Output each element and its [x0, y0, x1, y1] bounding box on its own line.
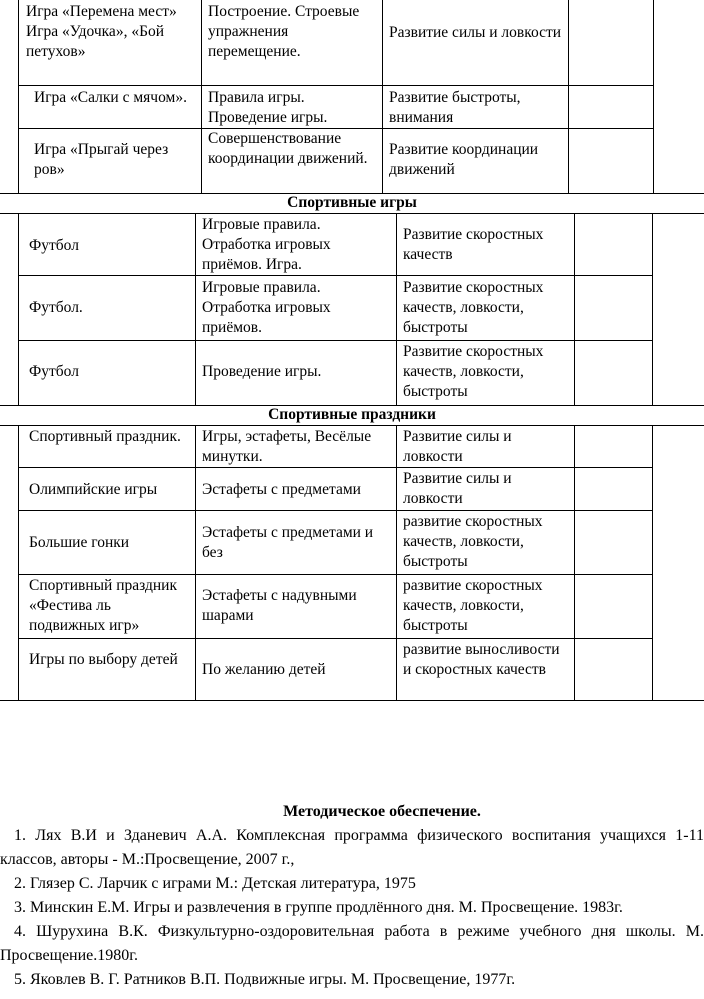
table-border — [396, 213, 397, 405]
table-cell-name: Игра «Прыгай через ров» — [34, 141, 169, 178]
table-border — [568, 0, 569, 193]
table-border — [201, 0, 202, 193]
table-cell-name: Олимпийские игры — [29, 481, 158, 498]
table-cell-goal: Развитие силы и ловкости — [403, 470, 512, 507]
reference-item: 2. Глязер С. Ларчик с играми М.: Детская литература, 1975 — [14, 875, 416, 892]
table-border — [18, 467, 653, 468]
table-border — [18, 574, 653, 575]
section-heading-sport-holidays: Спортивные праздники — [268, 406, 436, 423]
table-cell-name: Большие гонки — [29, 534, 130, 551]
table-border — [18, 213, 19, 405]
table-cell-goal: Развитие силы и ловкости — [403, 428, 512, 465]
reference-item: 3. Минскин Е.М. Игры и развлечения в группе продлённого дня. М. Просвещение. 1983г. — [14, 899, 623, 916]
section-heading-sport-games: Спортивные игры — [287, 194, 417, 211]
table-cell-name: Игра «Перемена мест» Игра «Удочка», «Бой петухов» — [26, 3, 177, 60]
table-cell-content: Совершенствование координации движений. — [208, 130, 368, 167]
table-cell-goal: Развитие скоростных качеств, ловкости, быстроты — [403, 343, 544, 400]
table-cell-content: Игровые правила. Отработка игровых приёмов. Игра. — [202, 216, 331, 273]
table-cell-name: Игра «Салки с мячом». — [34, 89, 187, 106]
table-border — [652, 213, 653, 405]
table-border — [18, 0, 19, 193]
table-border — [382, 0, 383, 193]
table-cell-name: Игры по выбору детей — [29, 651, 178, 668]
table-cell-content: Эстафеты с предметами и без — [202, 524, 374, 561]
table-cell-content: По желанию детей — [202, 661, 326, 678]
table-border — [18, 275, 653, 276]
table-cell-content: Игровые правила. Отработка игровых приёмов. — [202, 279, 331, 336]
table-border — [18, 638, 653, 639]
table-border — [195, 213, 196, 405]
table-cell-content: Игры, эстафеты, Весёлые минутки. — [202, 428, 372, 465]
table-cell-goal: Развитие быстроты, внимания — [389, 89, 521, 126]
table-border — [574, 213, 575, 405]
table-cell-content: Проведение игры. — [202, 363, 322, 380]
table-cell-name: Футбол. — [29, 299, 83, 316]
table-cell-goal: Развитие координации движений — [389, 141, 539, 178]
table-border — [18, 340, 653, 341]
table-cell-goal: Развитие силы и ловкости — [389, 24, 562, 41]
table-cell-content: Построение. Строевые упражнения перемещение. — [208, 3, 360, 60]
table-cell-goal: Развитие скоростных качеств, ловкости, быстроты — [403, 279, 544, 336]
table-cell-goal: развитие скоростных качеств, ловкости, быстроты — [403, 577, 543, 634]
table-cell-goal: развитие скоростных качеств, ловкости, быстроты — [403, 513, 543, 570]
table-border — [0, 425, 704, 426]
table-cell-goal: развитие выносливости и скоростных качеств — [403, 641, 560, 678]
table-border — [0, 700, 704, 701]
reference-item: 5. Яковлев В. Г. Ратников В.П. Подвижные игры. М. Просвещение, 1977г. — [14, 971, 516, 988]
table-cell-name: Футбол — [29, 363, 79, 380]
table-border — [653, 0, 654, 193]
table-border — [18, 85, 654, 86]
methodical-support — [0, 800, 704, 992]
table-cell-name: Спортивный праздник. — [29, 428, 181, 445]
table-cell-content: Эстафеты с надувными шарами — [202, 587, 357, 624]
table-border — [18, 510, 653, 511]
reference-item: 4. Шурухина В.К. Физкультурно-оздоровительная работа в режиме учебного дня школы. М. Просвещение.1980г. — [0, 923, 704, 964]
table-cell-content: Эстафеты с предметами — [202, 481, 361, 498]
reference-item: 1. Лях В.И и Зданевич А.А. Комплексная программа физического воспитания учащихся 1-11 классов, авторы - М.:Просвещение, 2007 г., — [0, 827, 704, 868]
methods-title: Методическое обеспечение. — [283, 803, 481, 820]
table-cell-name: Спортивный праздник «Фестива ль подвижных игр» — [29, 577, 177, 634]
table-cell-name: Футбол — [29, 237, 79, 254]
table-cell-goal: Развитие скоростных качеств — [403, 226, 544, 263]
table-border — [0, 213, 704, 214]
table-cell-content: Правила игры. Проведение игры. — [208, 89, 328, 126]
